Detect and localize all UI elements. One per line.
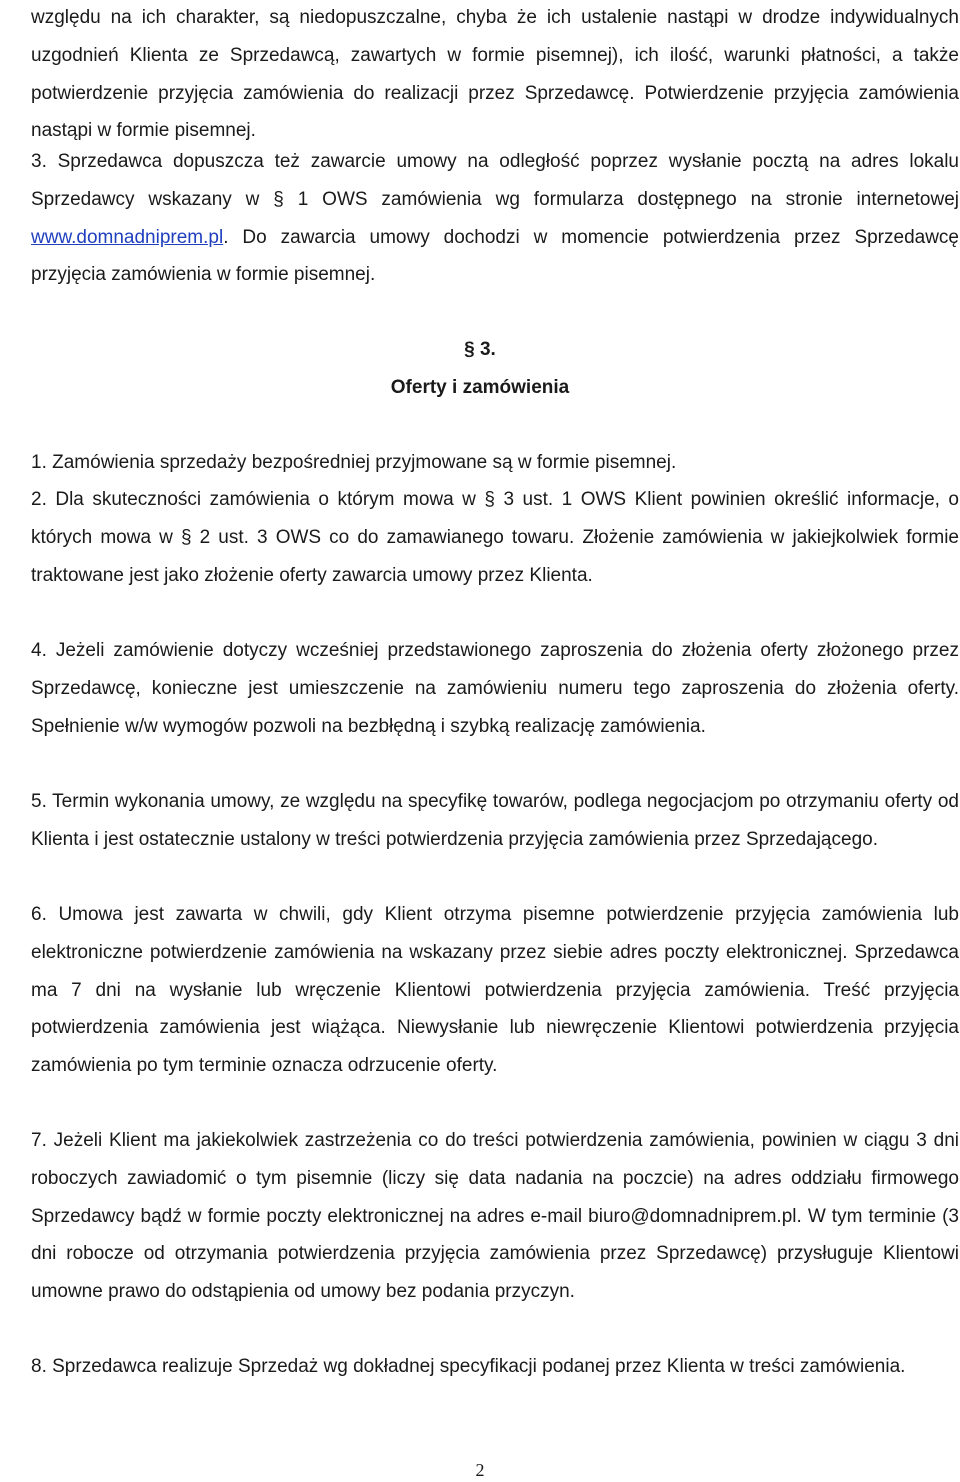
list-item-1: 1. Zamówienia sprzedaży bezpośredniej przyjmowane są w formie pisemnej. bbox=[31, 452, 677, 473]
list-item-7: 7. Jeżeli Klient ma jakiekolwiek zastrzeżenia co do treści potwierdzenia zamówienia, powinien w ciągu 3 dni roboczych zawiadomić o tym pisemnie (liczy się data nadania na poczcie) na adres oddziału firmowego Sprzedawcy bądź w formie poczty elektronicznej na adres e-mail biuro@domnadniprem.pl. W tym terminie (3 dni robocze od otrzymania potwierdzenia przyjęcia zamówienia przez Sprzedawcę) przysługuje Klientowi umowne prawo do odstąpienia od umowy bez podania przyczyn. bbox=[31, 1130, 959, 1303]
section-number: § 3. bbox=[464, 339, 496, 360]
list-item-4: 4. Jeżeli zamówienie dotyczy wcześniej przedstawionego zaproszenia do złożenia oferty złożonego przez Sprzedawcę, konieczne jest umieszczenie na zamówieniu numeru tego zaproszenia do złożenia oferty. Spełnienie w/w wymogów pozwoli na bezbłędną i szybką realizację zamówienia. bbox=[31, 640, 959, 737]
list-item-8: 8. Sprzedawca realizuje Sprzedaż wg dokładnej specyfikacji podanej przez Klienta w treści zamówienia. bbox=[31, 1356, 906, 1377]
section-title: Oferty i zamówienia bbox=[390, 377, 570, 398]
paragraph-3-text-start: 3. Sprzedawca dopuszcza też zawarcie umowy na odległość poprzez wysłanie pocztą na adres lokalu Sprzedawcy wskazany w § 1 OWS zamówienia wg formularza dostępnego na stronie internetowej bbox=[31, 151, 959, 210]
paragraph-3 bbox=[31, 143, 959, 294]
paragraph-continuation: względu na ich charakter, są niedopuszczalne, chyba że ich ustalenie nastąpi w drodze indywidualnych uzgodnień Klienta ze Sprzedawcą, zawartych w formie pisemnej), ich ilość, warunki płatności, a także potwierdzenie przyjęcia zamówienia do realizacji przez Sprzedawcę. Potwierdzenie przyjęcia zamówienia nastąpi w formie pisemnej. bbox=[31, 7, 959, 142]
list-item-2: 2. Dla skuteczności zamówienia o którym mowa w § 3 ust. 1 OWS Klient powinien określić informacje, o których mowa w § 2 ust. 3 OWS co do zamawianego towaru. Złożenie zamówienia w jakiejkolwiek formie traktowane jest jako złożenie oferty zawarcia umowy przez Klienta. bbox=[31, 489, 959, 586]
paragraph-3-text-end: . Do zawarcia umowy dochodzi w momencie potwierdzenia przez Sprzedawcę przyjęcia zamówienia w formie pisemnej. bbox=[31, 226, 959, 286]
page-number: 2 bbox=[475, 1460, 485, 1480]
website-link[interactable]: www.domnadniprem.pl bbox=[31, 226, 224, 248]
list-item-6: 6. Umowa jest zawarta w chwili, gdy Klient otrzyma pisemne potwierdzenie przyjęcia zamówienia lub elektroniczne potwierdzenie zamówienia na wskazany przez siebie adres poczty elektronicznej. Sprzedawca ma 7 dni na wysłanie lub wręczenie Klientowi potwierdzenia przyjęcia zamówienia. Treść przyjęcia potwierdzenia zamówienia jest wiążąca. Niewysłanie lub niewręczenie Klientowi potwierdzenia przyjęcia zamówienia po tym terminie oznacza odrzucenie oferty. bbox=[31, 904, 959, 1077]
list-item-5: 5. Termin wykonania umowy, ze względu na specyfikę towarów, podlega negocjacjom po otrzymaniu oferty od Klienta i jest ostatecznie ustalony w treści potwierdzenia przyjęcia zamówienia przez Sprzedającego. bbox=[31, 791, 959, 850]
